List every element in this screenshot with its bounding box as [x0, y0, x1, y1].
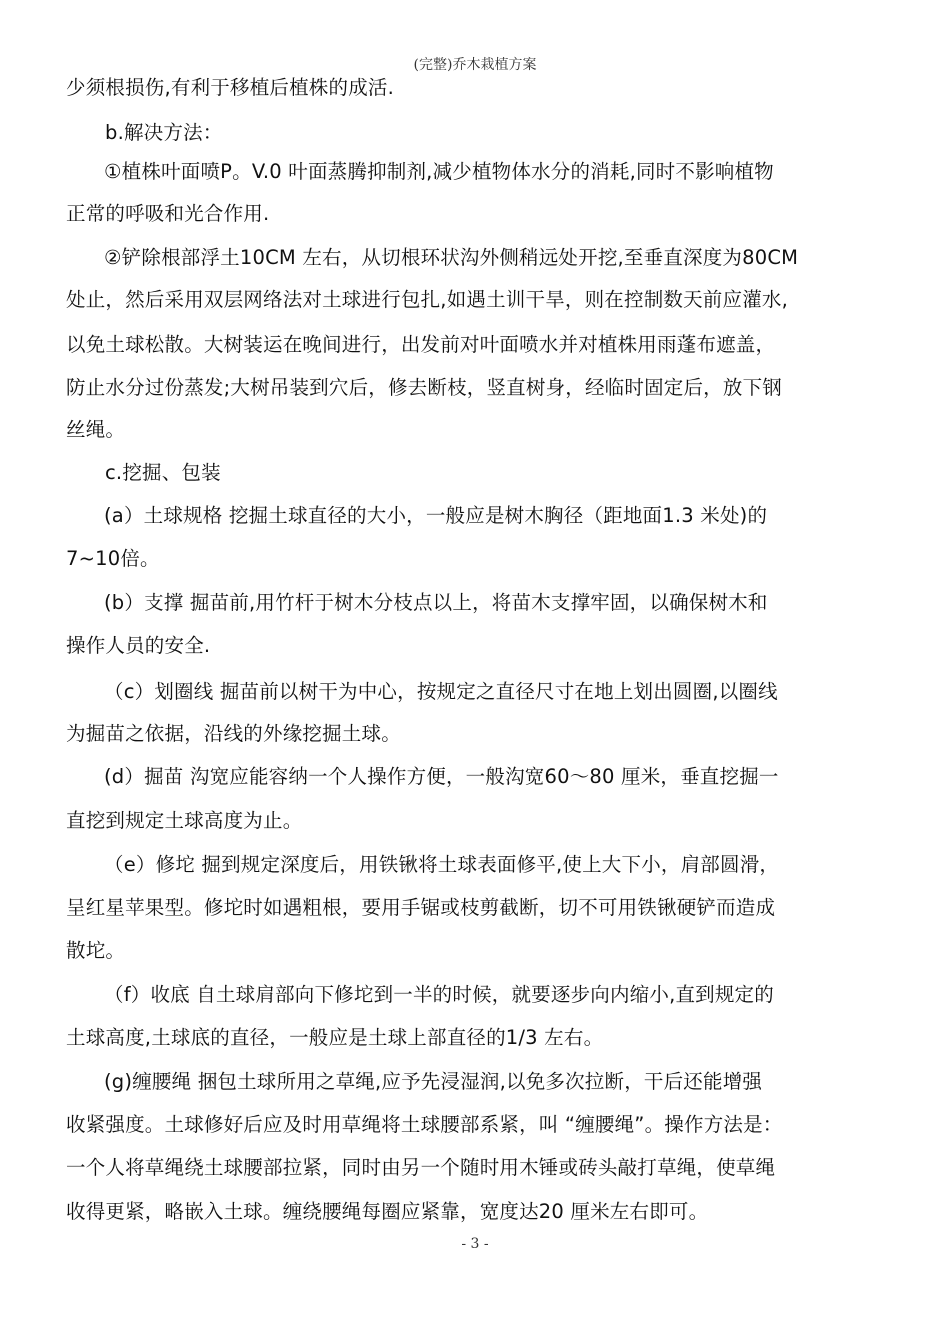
text-line: 呈红星苹果型。修坨时如遇粗根，要用手锯或枝剪截断，切不可用铁锹硬铲而造成: [66, 896, 776, 919]
text-line: ②铲除根部浮土10CM 左右，从切根环状沟外侧稍远处开挖,至垂直深度为80CM: [104, 246, 799, 269]
text-line: ①植株叶面喷P。V.0 叶面蒸腾抑制剂,减少植物体水分的消耗,同时不影响植物: [104, 160, 774, 183]
text-line: 防止水分过份蒸发;大树吊装到穴后，修去断枝，竖直树身，经临时固定后，放下钢: [66, 376, 782, 399]
text-line: 7~10倍。: [66, 547, 160, 570]
text-line: 操作人员的安全.: [66, 634, 211, 657]
text-line: 正常的呼吸和光合作用.: [66, 202, 270, 225]
text-line: 收得更紧，略嵌入土球。缠绕腰绳每圈应紧靠，宽度达20 厘米左右即可。: [66, 1200, 709, 1223]
text-line: 土球高度,土球底的直径，一般应是土球上部直径的1/3 左右。: [66, 1026, 604, 1049]
text-line: (g)缠腰绳 捆包土球所用之草绳,应予先浸湿润,以免多次拉断，干后还能增强: [104, 1070, 763, 1093]
text-line: b.解决方法：: [105, 121, 223, 144]
text-line: 散坨。: [66, 939, 126, 962]
text-line: 处止，然后采用双层网络法对土球进行包扎,如遇土训干旱，则在控制数天前应灌水,: [66, 288, 788, 311]
text-line: 丝绳。: [66, 418, 126, 441]
text-line: 以免土球松散。大树装运在晚间进行，出发前对叶面喷水并对植株用雨蓬布遮盖，: [66, 333, 776, 356]
text-line: 收紧强度。土球修好后应及时用草绳将土球腰部系紧，叫 “缠腰绳”。操作方法是：: [66, 1113, 783, 1136]
text-line: c.挖掘、包装: [105, 461, 221, 484]
text-line: (d）掘苗 沟宽应能容纳一个人操作方便，一般沟宽60～80 厘米，垂直挖掘一: [104, 765, 779, 788]
text-line: （f）收底 自土球肩部向下修坨到一半的时候，就要逐步向内缩小,直到规定的: [104, 983, 774, 1006]
text-line: (b）支撑 掘苗前,用竹杆于树木分枝点以上，将苗木支撑牢固，以确保树木和: [104, 591, 768, 614]
text-line: （c）划圈线 掘苗前以树干为中心，按规定之直径尺寸在地上划出圆圈,以圈线: [104, 680, 778, 703]
text-line: 一个人将草绳绕土球腰部拉紧，同时由另一个随时用木锤或砖头敲打草绳，使草绳: [66, 1156, 776, 1179]
page-header-title: (完整)乔木栽植方案: [413, 57, 537, 73]
text-line: (a）土球规格 挖掘土球直径的大小，一般应是树木胸径（距地面1.3 米处)的: [104, 504, 768, 527]
text-line: 直挖到规定土球高度为止。: [66, 809, 303, 832]
page-number: - 3 -: [461, 1236, 489, 1252]
text-line: （e）修坨 掘到规定深度后，用铁锹将土球表面修平,使上大下小，肩部圆滑，: [104, 853, 780, 876]
text-line: 为掘苗之依据，沿线的外缘挖掘土球。: [66, 722, 401, 745]
text-line: 少须根损伤,有利于移植后植株的成活.: [66, 76, 394, 99]
